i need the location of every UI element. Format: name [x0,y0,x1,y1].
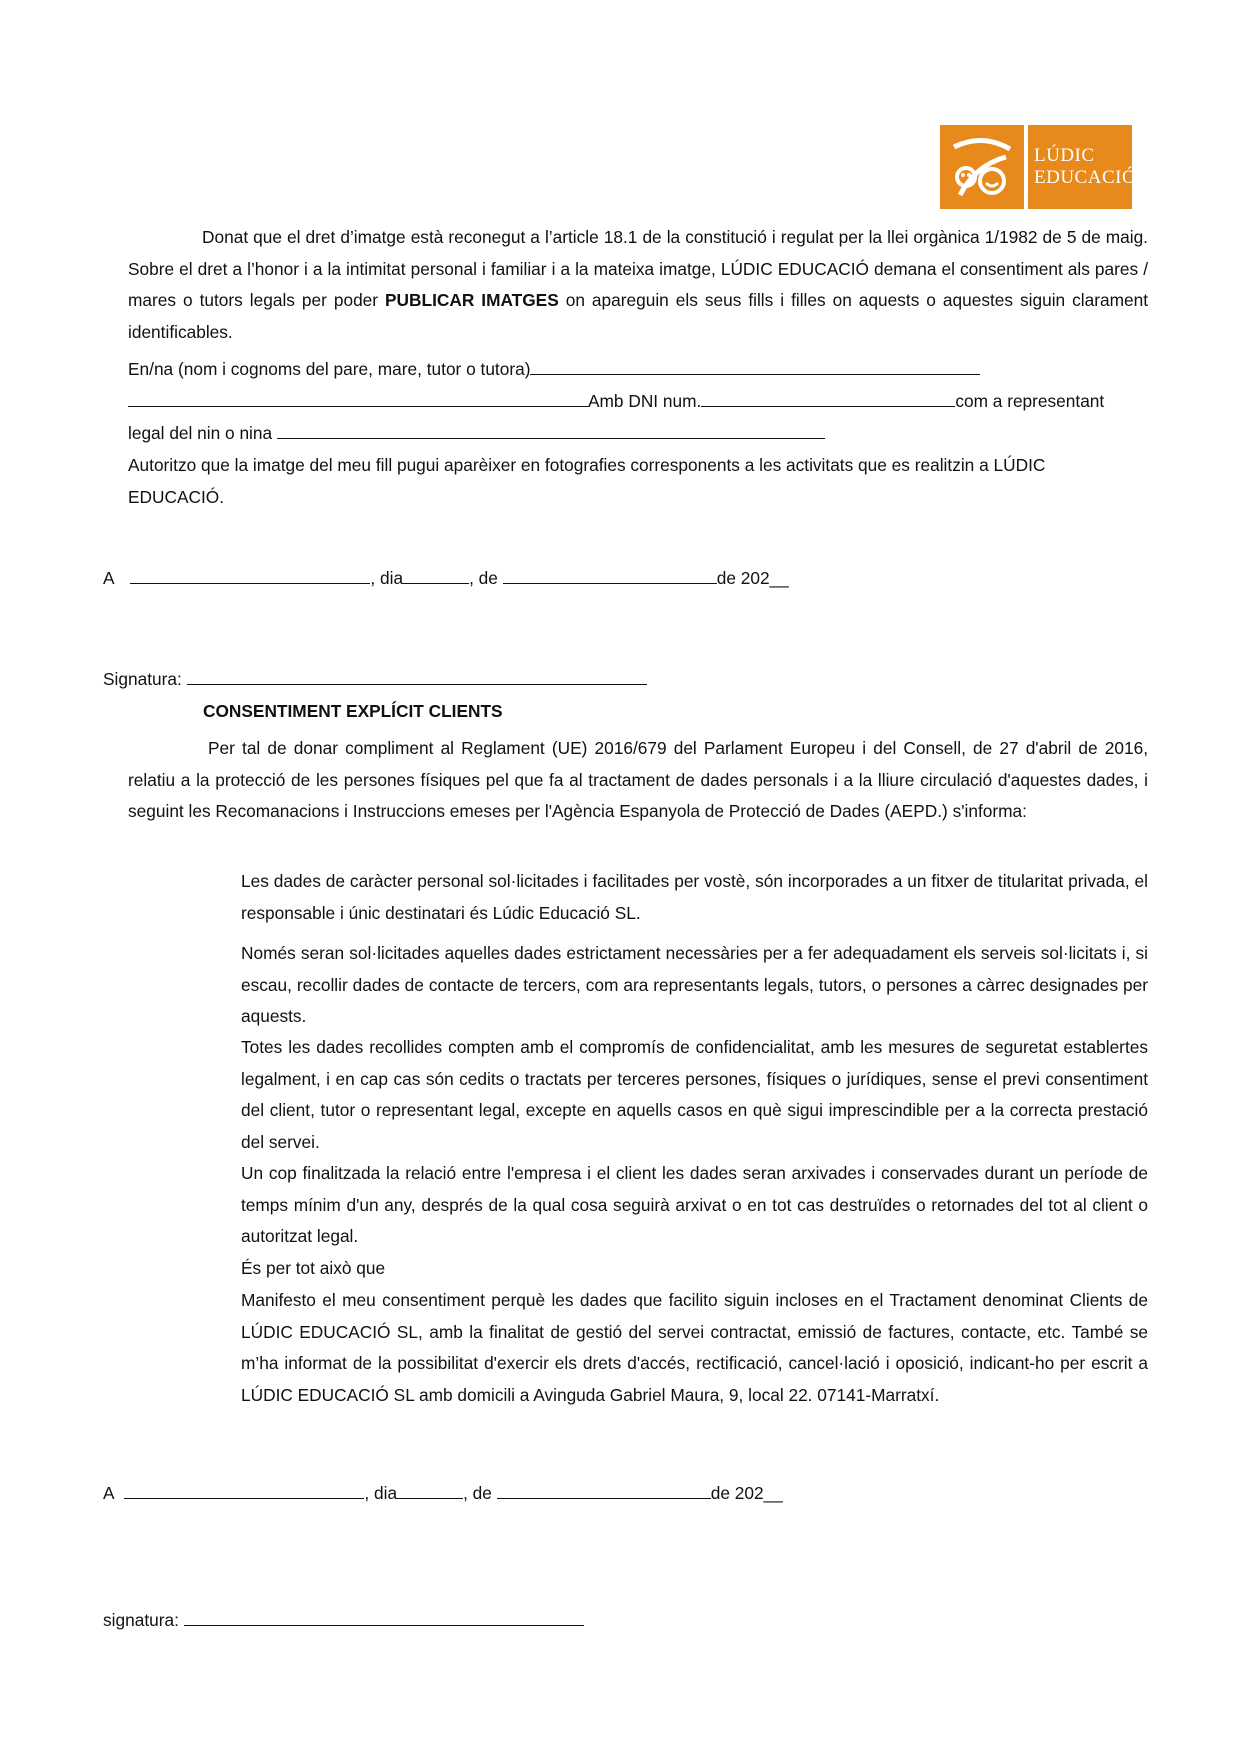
signature-row-2 [103,1605,584,1637]
day-label-2: , dia [364,1483,398,1503]
parent-name-blank-2[interactable] [128,388,588,407]
gdpr-item-5: És per tot això que [241,1258,386,1278]
logo-emblem-icon [940,125,1024,209]
parent-name-row [128,354,980,386]
dni-label: Amb DNI num. [588,391,702,411]
dni-row [128,386,1104,418]
signature-row-1 [103,664,647,696]
parent-name-label: En/na (nom i cognoms del pare, mare, tutor o tutora) [128,359,531,379]
gdpr-item-3: Totes les dades recollides compten amb el compromís de confidencialitat, amb les mesures de seguretat establertes legalment, i en cap cas són cedits o tractats per terceres persones, físiques o jurídiques, sense el previ consentiment del client, tutor o representant legal, excepte en aquells casos en què sigui imprescindible per a la correcta prestació del servei. [241,1037,1148,1152]
consent-heading: CONSENTIMENT EXPLÍCIT CLIENTS [203,701,503,721]
image-rights-paragraph [128,222,1148,348]
place-a-label: A [103,568,114,588]
place-blank-2[interactable] [124,1480,364,1499]
representant-label: com a representant [955,391,1105,411]
month-label: , de [469,568,498,588]
signature-blank[interactable] [187,666,647,685]
logo-wordmark [1028,125,1137,209]
month-blank-2[interactable] [497,1480,711,1499]
paragraph-text-start: Donat que el dret d’imatge està reconegut a l’article 18.1 de la constitució i regulat per la llei orgànica 1/1982 de 5 de maig. Sobre el dret a l’honor i a la intimitat personal i familiar i a la mateixa imatge, LÚDIC EDUCACIÓ demana el consentiment als pares / mares o tutors legals per poder [128,227,1148,310]
child-name-row [128,418,825,450]
month-label-2: , de [463,1483,492,1503]
dni-blank[interactable] [701,388,955,407]
year-label: de 202__ [716,568,789,588]
authorization-statement: Autoritzo que la imatge del meu fill pugui aparèixer en fotografies corresponents a les activitats que es realitzin a LÚDIC EDUCACIÓ. [128,455,1046,507]
signature-blank-2[interactable] [184,1607,584,1626]
ludic-educacio-logo [940,125,1137,209]
year-label-2: de 202__ [710,1483,783,1503]
parent-name-blank[interactable] [530,356,980,375]
gdpr-item-1: Les dades de caràcter personal sol·licitades i facilitades per vostè, són incorporades a un fitxer de titularitat privada, el responsable i únic destinatari és Lúdic Educació SL. [241,871,1148,923]
gdpr-item-6: Manifesto el meu consentiment perquè les dades que facilito siguin incloses en el Tractament denominat Clients de LÚDIC EDUCACIÓ SL, amb la finalitat de gestió del servei contractat, emissió de factures, contacte, etc. També se m’ha informat de la possibilitat d'exercir els drets d'accés, rectificació, cancel·lació i oposició, indicant-ho per escrit a LÚDIC EDUCACIÓ SL amb domicili a Avinguda Gabriel Maura, 9, local 22. 07141-Marratxí. [241,1290,1148,1405]
child-name-blank[interactable] [277,420,825,439]
day-blank[interactable] [403,565,469,584]
day-blank-2[interactable] [397,1480,463,1499]
gdpr-intro-paragraph: Per tal de donar compliment al Reglament (UE) 2016/679 del Parlament Europeu i del Consell, de 27 d'abril de 2016, relatiu a la protecció de les persones físiques pel que fa al tractament de dades personals i a la lliure circulació d'aquestes dades, i seguint les Recomanacions i Instruccions emeses per l'Agència Espanyola de Protecció de Dades (AEPD.) s'informa: [128,738,1148,821]
paragraph-text-end: on apareguin els seus fills i filles on aquests o aquestes siguin clarament identificables. [128,290,1149,342]
day-label: , dia [370,568,404,588]
place-date-row-1 [103,563,789,595]
signature-label-2: signatura: [103,1610,179,1630]
place-a-label-2: A [103,1483,114,1503]
gdpr-item-2: Només seran sol·licitades aquelles dades estrictament necessàries per a fer adequadament els serveis sol·licitats i, si escau, recollir dades de contacte de tercers, com ara representants legals, tutors, o persones a càrrec designades per aquests. [241,943,1148,1026]
gdpr-item-4: Un cop finalitzada la relació entre l'empresa i el client les dades seran arxivades i conservades durant un període de temps mínim d'un any, després de la qual cosa seguirà arxivat o en tot cas destruïdes o retornades del tot al client o autoritzat legal. [241,1163,1148,1246]
place-date-row-2 [103,1478,783,1510]
child-name-label: legal del nin o nina [128,423,273,443]
logo-line-1: LÚDIC [1034,145,1095,166]
logo-line-2: EDUCACIÓ [1034,167,1137,188]
month-blank[interactable] [503,565,717,584]
signature-label: Signatura: [103,669,182,689]
paragraph-bold-text: PUBLICAR IMATGES [385,290,559,310]
place-blank[interactable] [130,565,370,584]
